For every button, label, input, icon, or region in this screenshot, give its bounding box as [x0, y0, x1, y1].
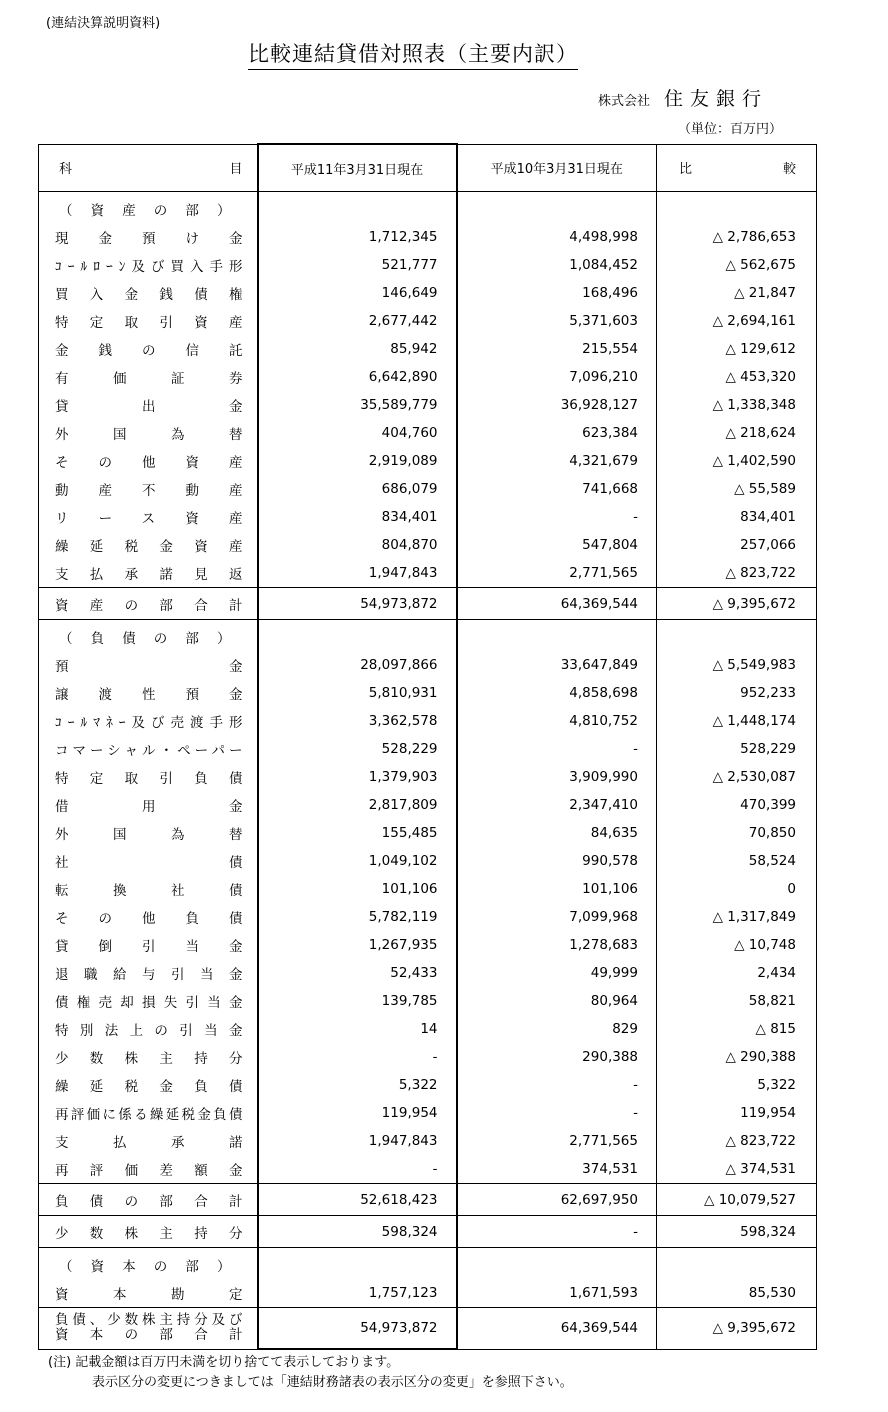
footnote-line1: (注) 記載金額は百万円未満を切り捨てて表示しております。 [48, 1355, 400, 1370]
liability-row [39, 931, 817, 959]
empty-cell [657, 620, 817, 652]
item-cell [39, 1155, 258, 1184]
liability-row [39, 791, 817, 819]
diff-value: 598,324 [657, 1216, 817, 1248]
empty-cell [457, 1248, 657, 1280]
row-label: 支払承諾見返 [55, 567, 243, 583]
liability-row [39, 735, 817, 763]
diff-value: △ 815 [657, 1015, 817, 1043]
unit-label: （単位：百万円） [678, 122, 783, 137]
item-cell [39, 363, 258, 391]
liability-row [39, 987, 817, 1015]
diff-value: 58,821 [657, 987, 817, 1015]
previous-value: 7,099,968 [457, 903, 657, 931]
row-label: その他資産 [55, 455, 243, 471]
current-value: 2,919,089 [258, 447, 457, 475]
previous-value: 101,106 [457, 875, 657, 903]
grand-total-label-line1: 負債、少数株主持分及び [55, 1312, 243, 1329]
row-label: 資本勘定 [55, 1287, 243, 1303]
liability-row [39, 959, 817, 987]
row-label: コマーシャル・ペーパー [55, 743, 243, 759]
row-label: 動産不動産 [55, 483, 243, 499]
previous-value: - [457, 1071, 657, 1099]
current-value: 1,757,123 [258, 1279, 457, 1308]
row-label: 支払承諾 [55, 1135, 243, 1151]
diff-value: △ 5,549,983 [657, 651, 817, 679]
item-cell [39, 651, 258, 679]
row-label: （資本の部） [59, 1259, 231, 1275]
row-label: 現金預け金 [55, 231, 243, 247]
previous-value: 741,668 [457, 475, 657, 503]
item-cell [39, 987, 258, 1015]
previous-value: 829 [457, 1015, 657, 1043]
asset-row [39, 279, 817, 307]
asset-row [39, 531, 817, 559]
row-label: 負債の部合計 [55, 1193, 243, 1210]
item-cell [39, 1308, 258, 1350]
diff-value: △ 10,079,527 [657, 1184, 817, 1216]
row-label: （資産の部） [59, 203, 231, 219]
previous-value: - [457, 1099, 657, 1127]
diff-value: 119,954 [657, 1099, 817, 1127]
empty-cell [657, 1248, 817, 1280]
diff-value: 470,399 [657, 791, 817, 819]
current-value: 521,777 [258, 251, 457, 279]
liability-row [39, 651, 817, 679]
current-value: 155,485 [258, 819, 457, 847]
current-value: 5,322 [258, 1071, 457, 1099]
diff-value: △ 218,624 [657, 419, 817, 447]
previous-value: 36,928,127 [457, 391, 657, 419]
page-title: 比較連結貸借対照表（主要内訳） [248, 38, 578, 70]
previous-value: 62,697,950 [457, 1184, 657, 1216]
current-value: 804,870 [258, 531, 457, 559]
current-value: 119,954 [258, 1099, 457, 1127]
section-heading [39, 192, 258, 224]
asset-row [39, 391, 817, 419]
item-cell [39, 735, 258, 763]
previous-value: 64,369,544 [457, 1308, 657, 1350]
previous-value: 4,498,998 [457, 223, 657, 251]
company-name-text: 住友銀行 [664, 88, 769, 110]
asset-row [39, 223, 817, 251]
item-cell [39, 1043, 258, 1071]
previous-value: 64,369,544 [457, 588, 657, 620]
previous-value: 374,531 [457, 1155, 657, 1184]
item-cell [39, 559, 258, 588]
row-label: 社債 [55, 855, 243, 871]
current-value: 2,817,809 [258, 791, 457, 819]
current-value: 146,649 [258, 279, 457, 307]
liability-row [39, 1127, 817, 1155]
section-heading [39, 1248, 258, 1280]
diff-value: △ 9,395,672 [657, 588, 817, 620]
current-value: 54,973,872 [258, 1308, 457, 1350]
previous-value: 168,496 [457, 279, 657, 307]
grand-total-label-line2: 資本の部合計 [55, 1327, 243, 1344]
item-cell [39, 903, 258, 931]
diff-value: 85,530 [657, 1279, 817, 1308]
item-cell [39, 1071, 258, 1099]
previous-value: 7,096,210 [457, 363, 657, 391]
current-value: 1,947,843 [258, 1127, 457, 1155]
current-value: 834,401 [258, 503, 457, 531]
item-cell [39, 1015, 258, 1043]
previous-value: 990,578 [457, 847, 657, 875]
table-header-row [39, 144, 817, 192]
empty-cell [457, 192, 657, 224]
current-value: 139,785 [258, 987, 457, 1015]
diff-value: 5,322 [657, 1071, 817, 1099]
item-cell [39, 679, 258, 707]
header-current: 平成11年3月31日現在 [258, 144, 457, 192]
diff-value: △ 562,675 [657, 251, 817, 279]
previous-value: 4,321,679 [457, 447, 657, 475]
liability-row [39, 679, 817, 707]
item-cell [39, 251, 258, 279]
diff-value: △ 10,748 [657, 931, 817, 959]
item-cell [39, 447, 258, 475]
row-label: 少数株主持分 [55, 1051, 243, 1067]
current-value: 528,229 [258, 735, 457, 763]
item-cell [39, 847, 258, 875]
liabilities-total-row [39, 1184, 817, 1216]
liability-row [39, 1043, 817, 1071]
current-value: 5,810,931 [258, 679, 457, 707]
diff-value: △ 129,612 [657, 335, 817, 363]
asset-row [39, 559, 817, 588]
balance-sheet-table [38, 143, 817, 1350]
diff-value: △ 2,694,161 [657, 307, 817, 335]
diff-value: 834,401 [657, 503, 817, 531]
item-cell [39, 335, 258, 363]
minority-interest-row [39, 1216, 817, 1248]
row-label: ｺｰﾙﾛｰﾝ及び買入手形 [55, 259, 243, 275]
row-label: 再評価差額金 [55, 1163, 243, 1179]
current-value: - [258, 1043, 457, 1071]
current-value: 6,642,890 [258, 363, 457, 391]
diff-value: 70,850 [657, 819, 817, 847]
previous-value: 33,647,849 [457, 651, 657, 679]
row-label: 再評価に係る繰延税金負債 [55, 1107, 243, 1123]
item-cell [39, 1127, 258, 1155]
diff-value: 257,066 [657, 531, 817, 559]
current-value: 404,760 [258, 419, 457, 447]
diff-value: 2,434 [657, 959, 817, 987]
header-previous: 平成10年3月31日現在 [457, 144, 657, 192]
row-label: 外国為替 [55, 827, 243, 843]
row-label: 特別法上の引当金 [55, 1023, 243, 1039]
item-cell [39, 875, 258, 903]
diff-value: △ 453,320 [657, 363, 817, 391]
previous-value: 5,371,603 [457, 307, 657, 335]
capital-section-row [39, 1248, 817, 1280]
current-value: 1,049,102 [258, 847, 457, 875]
item-cell [39, 959, 258, 987]
current-value: 54,973,872 [258, 588, 457, 620]
previous-value: 49,999 [457, 959, 657, 987]
liabilities-section-row [39, 620, 817, 652]
grand-total-row [39, 1308, 817, 1350]
company-name [598, 84, 768, 111]
diff-value: △ 290,388 [657, 1043, 817, 1071]
row-label: 繰延税金負債 [55, 1079, 243, 1095]
diff-value: △ 823,722 [657, 559, 817, 588]
item-cell [39, 307, 258, 335]
row-label: 特定取引負債 [55, 771, 243, 787]
row-label: 繰延税金資産 [55, 539, 243, 555]
empty-cell [258, 1248, 457, 1280]
item-cell [39, 475, 258, 503]
asset-row [39, 251, 817, 279]
current-value: 5,782,119 [258, 903, 457, 931]
row-label: 資産の部合計 [55, 597, 243, 614]
previous-value: 4,810,752 [457, 707, 657, 735]
item-cell [39, 819, 258, 847]
current-value: 1,712,345 [258, 223, 457, 251]
asset-row [39, 503, 817, 531]
row-label: 外国為替 [55, 427, 243, 443]
current-value: 1,267,935 [258, 931, 457, 959]
header-item: 科目 [39, 144, 258, 192]
previous-value: 623,384 [457, 419, 657, 447]
liability-row [39, 1099, 817, 1127]
previous-value: 1,084,452 [457, 251, 657, 279]
diff-value: 58,524 [657, 847, 817, 875]
liability-row [39, 763, 817, 791]
previous-value: - [457, 1216, 657, 1248]
liability-row [39, 875, 817, 903]
row-label: 有価証券 [55, 371, 243, 387]
empty-cell [258, 192, 457, 224]
asset-row [39, 335, 817, 363]
row-label: リース資産 [55, 511, 243, 527]
empty-cell [657, 192, 817, 224]
current-value: 598,324 [258, 1216, 457, 1248]
diff-value: △ 9,395,672 [657, 1308, 817, 1350]
row-label: 譲渡性預金 [55, 687, 243, 703]
previous-value: - [457, 735, 657, 763]
row-label: 退職給与引当金 [55, 967, 243, 983]
previous-value: 4,858,698 [457, 679, 657, 707]
previous-value: 290,388 [457, 1043, 657, 1071]
current-value: 1,947,843 [258, 559, 457, 588]
item-cell [39, 503, 258, 531]
current-value: 35,589,779 [258, 391, 457, 419]
current-value: 1,379,903 [258, 763, 457, 791]
footnote [48, 1353, 573, 1393]
section-heading [39, 620, 258, 652]
diff-value: △ 1,338,348 [657, 391, 817, 419]
diff-value: △ 21,847 [657, 279, 817, 307]
row-label: その他負債 [55, 911, 243, 927]
previous-value: 1,671,593 [457, 1279, 657, 1308]
diff-value: 528,229 [657, 735, 817, 763]
liability-row [39, 1015, 817, 1043]
row-label: 貸倒引当金 [55, 939, 243, 955]
previous-value: 215,554 [457, 335, 657, 363]
item-cell [39, 931, 258, 959]
item-cell [39, 1279, 258, 1308]
current-value: 28,097,866 [258, 651, 457, 679]
item-cell [39, 707, 258, 735]
liability-row [39, 819, 817, 847]
liability-row [39, 707, 817, 735]
row-label: （負債の部） [59, 631, 231, 647]
asset-row [39, 363, 817, 391]
current-value: 2,677,442 [258, 307, 457, 335]
current-value: 52,618,423 [258, 1184, 457, 1216]
header-diff: 比較 [657, 144, 817, 192]
diff-value: △ 55,589 [657, 475, 817, 503]
diff-value: △ 2,530,087 [657, 763, 817, 791]
previous-value: 2,771,565 [457, 559, 657, 588]
asset-row [39, 307, 817, 335]
empty-cell [258, 620, 457, 652]
asset-row [39, 475, 817, 503]
row-label: 借用金 [55, 799, 243, 815]
item-cell [39, 1184, 258, 1216]
previous-value: 2,771,565 [457, 1127, 657, 1155]
item-cell [39, 391, 258, 419]
row-label: 特定取引資産 [55, 315, 243, 331]
diff-value: △ 1,317,849 [657, 903, 817, 931]
item-cell [39, 419, 258, 447]
assets-total-row [39, 588, 817, 620]
diff-value: △ 1,402,590 [657, 447, 817, 475]
row-label: 買入金銭債権 [55, 287, 243, 303]
current-value: - [258, 1155, 457, 1184]
item-cell [39, 763, 258, 791]
row-label: 転換社債 [55, 883, 243, 899]
row-label: 預金 [55, 659, 243, 675]
current-value: 3,362,578 [258, 707, 457, 735]
current-value: 85,942 [258, 335, 457, 363]
previous-value: 2,347,410 [457, 791, 657, 819]
liability-row [39, 1071, 817, 1099]
previous-value: 84,635 [457, 819, 657, 847]
diff-value: 952,233 [657, 679, 817, 707]
previous-value: - [457, 503, 657, 531]
row-label: 貸出金 [55, 399, 243, 415]
diff-value: △ 823,722 [657, 1127, 817, 1155]
diff-value: △ 2,786,653 [657, 223, 817, 251]
previous-value: 3,909,990 [457, 763, 657, 791]
empty-cell [457, 620, 657, 652]
company-prefix: 株式会社 [598, 94, 651, 109]
diff-value: △ 374,531 [657, 1155, 817, 1184]
grand-total-label [55, 1313, 243, 1343]
previous-value: 1,278,683 [457, 931, 657, 959]
footnote-line2: 表示区分の変更につきましては「連結財務諸表の表示区分の変更」を参照下さい。 [92, 1375, 573, 1390]
current-value: 686,079 [258, 475, 457, 503]
capital-row [39, 1279, 817, 1308]
item-cell [39, 588, 258, 620]
item-cell [39, 1216, 258, 1248]
row-label: 債権売却損失引当金 [55, 995, 243, 1011]
item-cell [39, 531, 258, 559]
row-label: ｺｰﾙﾏﾈｰ及び売渡手形 [55, 715, 243, 731]
current-value: 14 [258, 1015, 457, 1043]
diff-value: △ 1,448,174 [657, 707, 817, 735]
item-cell [39, 279, 258, 307]
document-label: (連結決算説明資料) [46, 16, 161, 31]
asset-row [39, 447, 817, 475]
row-label: 少数株主持分 [55, 1225, 243, 1242]
asset-row [39, 419, 817, 447]
current-value: 101,106 [258, 875, 457, 903]
item-cell [39, 1099, 258, 1127]
liability-row [39, 903, 817, 931]
liability-row [39, 1155, 817, 1184]
diff-value: 0 [657, 875, 817, 903]
previous-value: 547,804 [457, 531, 657, 559]
liability-row [39, 847, 817, 875]
previous-value: 80,964 [457, 987, 657, 1015]
row-label: 金銭の信託 [55, 343, 243, 359]
assets-section-row [39, 192, 817, 224]
current-value: 52,433 [258, 959, 457, 987]
item-cell [39, 791, 258, 819]
item-cell [39, 223, 258, 251]
